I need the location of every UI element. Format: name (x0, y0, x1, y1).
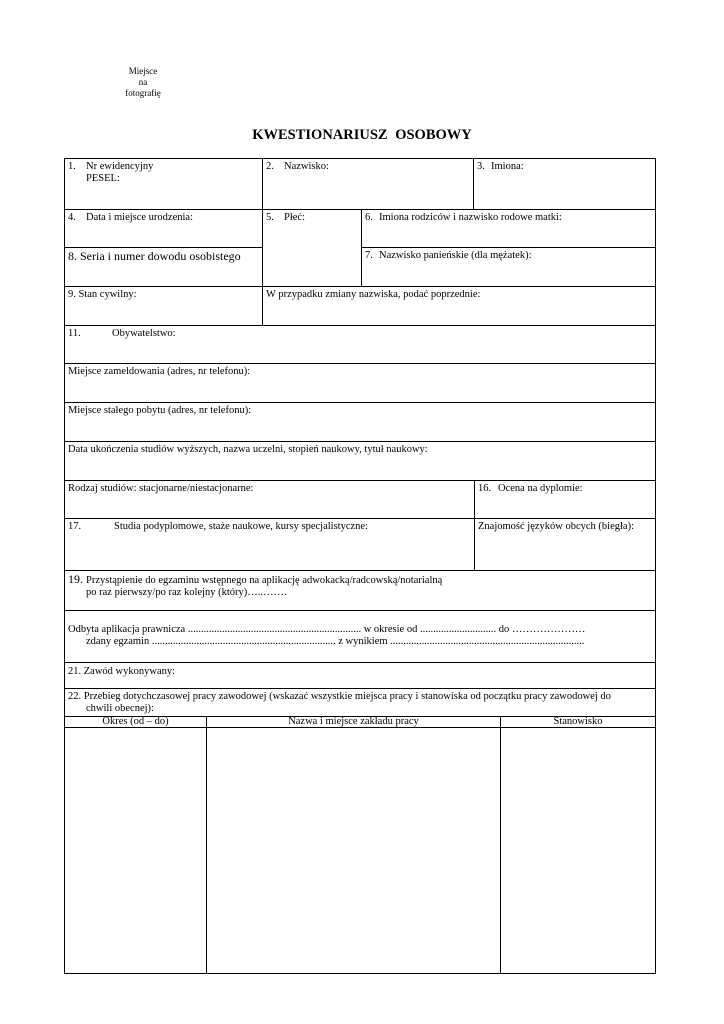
field-label: 8. Seria i numer dowodu osobistego (68, 249, 241, 263)
photo-label-line-1: Miejsce (128, 66, 158, 76)
field-number: 7. (365, 250, 373, 261)
field-number: 16. (478, 483, 492, 494)
field-marital-status[interactable] (64, 286, 263, 326)
field-work-history (64, 688, 656, 717)
field-label: po raz pierwszy/po raz kolejny (który)…..……. (86, 587, 287, 598)
field-number: 6. (365, 212, 373, 223)
field-label: chwili obecnej): (86, 703, 154, 714)
field-number: 1. (68, 161, 76, 172)
field-label: Miejsce zameldowania (adres, nr telefonu): (68, 366, 251, 377)
photo-label-line-2: na (138, 77, 148, 87)
field-label: 9. Stan cywilny: (68, 289, 137, 300)
field-label: Przystąpienie do egzaminu wstępnego na aplikację adwokacką/radcowską/notarialną (86, 575, 443, 586)
field-number: 4. (68, 212, 76, 223)
field-label: Nr ewidencyjny (86, 161, 154, 172)
field-citizenship[interactable] (64, 325, 656, 364)
field-postgraduate[interactable] (64, 518, 475, 571)
field-maiden-name[interactable] (361, 247, 656, 287)
field-registered-address[interactable] (64, 363, 656, 403)
field-residence-address[interactable] (64, 402, 656, 442)
field-legal-apprenticeship[interactable] (64, 610, 656, 663)
work-table-cell-employer[interactable] (206, 727, 501, 974)
column-header: Stanowisko (553, 716, 603, 727)
field-study-type[interactable] (64, 480, 475, 519)
field-label: Rodzaj studiów: stacjonarne/niestacjonarne: (68, 483, 254, 494)
work-table-cell-position[interactable] (500, 727, 656, 974)
field-label: Znajomość języków obcych (biegła): (478, 521, 634, 532)
field-label: Obywatelstwo: (112, 328, 176, 339)
field-number: 17. (68, 521, 82, 532)
field-parents-names[interactable] (361, 209, 656, 248)
field-gender[interactable] (262, 209, 362, 287)
field-label: Ocena na dyplomie: (498, 483, 583, 494)
field-label: zdany egzamin ...................................................................... z wynikiem .......................................................................... (86, 636, 585, 647)
field-birth-date-place[interactable] (64, 209, 263, 248)
field-number: 3. (477, 161, 485, 172)
field-number: 11. (68, 328, 81, 339)
field-label: 21. Zawód wykonywany: (68, 666, 176, 677)
photo-placeholder (100, 66, 186, 99)
field-surname[interactable] (262, 158, 474, 210)
field-number: 19. (68, 572, 83, 586)
field-previous-surname[interactable] (262, 286, 656, 326)
field-label: Odbyta aplikacja prawnicza .................................................................. w okresie od ............................. do ………………… (68, 624, 586, 635)
column-header: Okres (od – do) (102, 716, 169, 727)
field-pesel[interactable] (64, 158, 263, 210)
field-label: Studia podyplomowe, staże naukowe, kursy specjalistyczne: (114, 521, 368, 532)
field-label: 22. Przebieg dotychczasowej pracy zawodowej (wskazać wszystkie miejsca pracy i stanowiska od początku pracy zawodowej do (68, 691, 611, 702)
field-label: Płeć: (284, 212, 305, 223)
photo-label-line-3: fotografię (125, 88, 161, 98)
field-label: Data ukończenia studiów wyższych, nazwa uczelni, stopień naukowy, tytuł naukowy: (68, 444, 428, 455)
field-profession[interactable] (64, 662, 656, 689)
field-label: PESEL: (86, 173, 120, 184)
form-title: KWESTIONARIUSZ OSOBOWY (252, 127, 472, 143)
field-diploma-grade[interactable] (474, 480, 656, 519)
field-id-card[interactable] (64, 247, 263, 287)
field-label: Imiona rodziców i nazwisko rodowe matki: (379, 212, 562, 223)
field-number: 5. (266, 212, 274, 223)
field-label: Data i miejsce urodzenia: (86, 212, 193, 223)
field-first-names[interactable] (473, 158, 656, 210)
field-university-studies[interactable] (64, 441, 656, 481)
field-entrance-exam[interactable] (64, 570, 656, 611)
field-label: Miejsce stałego pobytu (adres, nr telefonu): (68, 405, 252, 416)
field-number: 2. (266, 161, 274, 172)
field-label: W przypadku zmiany nazwiska, podać poprzednie: (266, 289, 481, 300)
field-label: Imiona: (491, 161, 524, 172)
work-table-cell-period[interactable] (64, 727, 207, 974)
field-languages[interactable] (474, 518, 656, 571)
field-label: Nazwisko panieńskie (dla mężatek): (379, 250, 532, 261)
column-header: Nazwa i miejsce zakładu pracy (288, 716, 419, 727)
field-label: Nazwisko: (284, 161, 329, 172)
